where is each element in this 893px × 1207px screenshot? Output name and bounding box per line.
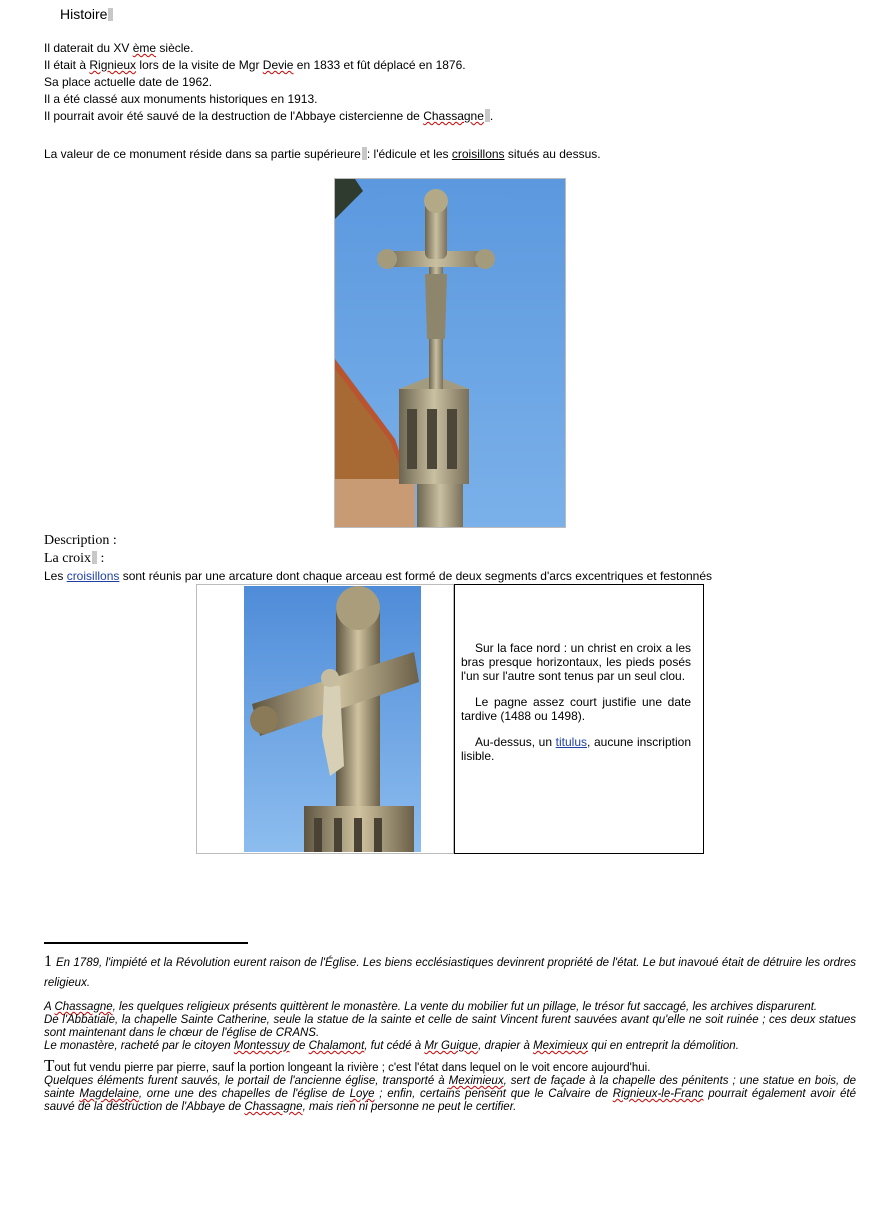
description-heading: Description : — [44, 533, 117, 548]
value-line: La valeur de ce monument réside dans sa partie supérieure : l'édicule et les croisillons situés au dessus. — [44, 147, 601, 161]
intro-paragraph — [44, 40, 493, 125]
cross-photo-illustration — [335, 179, 566, 528]
footnote-paragraph: De l'Abbatiale, la chapelle Sainte Catherine, seule la statue de la sainte et celle de saint Vincent furent sauvées avant qu'elle ne soit ruinée ; ces deux statues sont maintenant dans le chœur de l'église de CRANS. — [44, 1014, 856, 1039]
text-cursor-mark — [108, 8, 113, 21]
footnote-separator — [44, 942, 248, 944]
footnote-paragraph: Tout fut vendu pierre par pierre, sauf la portion longeant la rivière ; c'est l'état dans lequel on le voit encore aujourd'hui. — [44, 1056, 651, 1075]
christ-photo-illustration — [244, 586, 421, 852]
intro-line: Il était à Rignieux lors de la visite de Mgr Devie en 1833 et fût déplacé en 1876. — [44, 58, 466, 72]
section-title: Histoire — [60, 6, 113, 23]
footnote-paragraph: A Chassagne, les quelques religieux présents quittèrent le monastère. La vente du mobilier fut un pillage, le trésor fut saccagé, les archives disparurent. — [44, 1001, 818, 1013]
titulus-paragraph: Au-dessus, un titulus, aucune inscription lisible. — [461, 735, 691, 763]
footnote-paragraph: Le monastère, racheté par le citoyen Montessuy de Chalamont, fut cédé à Mr Guigue, drapier à Meximieux qui en entreprit la démolition. — [44, 1040, 739, 1052]
croisillons-link[interactable]: croisillons — [66, 569, 120, 583]
calvary-cross-photo[interactable] — [334, 178, 566, 528]
intro-line: Il a été classé aux monuments historiques en 1913. — [44, 92, 318, 106]
pagne-paragraph: Le pagne assez court justifie une date tardive (1488 ou 1498). — [461, 695, 691, 723]
intro-line: Il daterait du XV ème siècle. — [44, 41, 194, 55]
footnote-paragraph: Quelques éléments furent sauvés, le portail de l'ancienne église, transporté à Meximieux, sert de façade à la chapelle des pénitents ; une statue en bois, de sainte Magdelaine, orne une des chapelles de l'église de Loye ; enfin, certains pensent que le Calvaire de Rignieux-le-Franc pourrait également avoir été sauvé de la destruction de l'Abbaye de Chassagne, mais rien ni personne ne peut le certifier. — [44, 1075, 856, 1113]
intro-line: Il pourrait avoir été sauvé de la destruction de l'Abbaye cistercienne de Chassagne . — [44, 109, 494, 123]
titulus-link[interactable]: titulus — [555, 735, 587, 749]
croisillons-line: Les croisillons sont réunis par une arcature dont chaque arceau est formé de deux segments d'arcs excentriques et festonnés — [44, 569, 713, 583]
christ-cross-photo[interactable] — [244, 586, 421, 852]
intro-line: Sa place actuelle date de 1962. — [44, 75, 213, 89]
description-text-box — [454, 584, 704, 854]
footnotes — [44, 952, 856, 1114]
footnote-1: 1 En 1789, l'impiété et la Révolution eurent raison de l'Église. Les biens ecclésiastiques devinrent propriété de l'état. Le but inavoué était de détruire les ordres religieux. — [44, 953, 856, 989]
croix-heading: La croix : — [44, 551, 105, 566]
north-face-paragraph: Sur la face nord : un christ en croix a les bras presque horizontaux, les pieds posés l'un sur l'autre sont tenus par un seul clou. — [461, 641, 691, 683]
